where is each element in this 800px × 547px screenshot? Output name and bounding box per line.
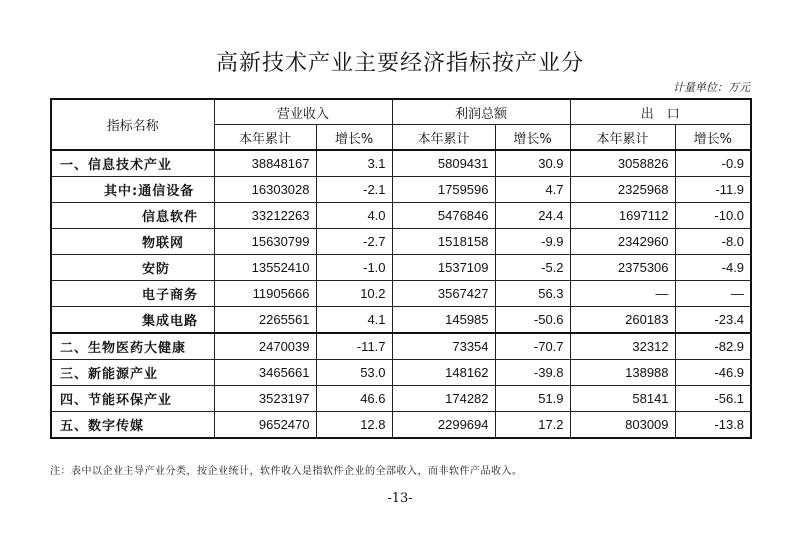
table-row (51, 307, 751, 334)
table-cell: -11.9 (675, 177, 751, 203)
table-cell: -56.1 (675, 386, 751, 412)
header-profit-ytd: 本年累计 (392, 125, 495, 151)
table-cell: 1697112 (570, 203, 675, 229)
table-cell: 2299694 (392, 412, 495, 439)
table-cell: 3523197 (214, 386, 316, 412)
row-label: 其中:通信设备 (51, 177, 214, 203)
table-cell: -70.7 (495, 333, 570, 360)
header-revenue: 营业收入 (214, 99, 392, 125)
table-cell: 174282 (392, 386, 495, 412)
table-cell: — (570, 281, 675, 307)
table-cell: -39.8 (495, 360, 570, 386)
table-cell: 46.6 (316, 386, 392, 412)
table-cell: -10.0 (675, 203, 751, 229)
table-cell: 30.9 (495, 150, 570, 177)
table-cell: 3567427 (392, 281, 495, 307)
table-cell: 3058826 (570, 150, 675, 177)
table-row (51, 177, 751, 203)
table-cell: 32312 (570, 333, 675, 360)
header-profit: 利润总额 (392, 99, 570, 125)
header-revenue-ytd: 本年累计 (214, 125, 316, 151)
table-row (51, 229, 751, 255)
table-cell: — (675, 281, 751, 307)
table-cell: -2.1 (316, 177, 392, 203)
table-cell: 138988 (570, 360, 675, 386)
table-cell: -5.2 (495, 255, 570, 281)
table-cell: -9.9 (495, 229, 570, 255)
table-cell: 16303028 (214, 177, 316, 203)
table-cell: 3.1 (316, 150, 392, 177)
table-cell: -1.0 (316, 255, 392, 281)
table-row (51, 360, 751, 386)
page-title: 高新技术产业主要经济指标按产业分 (215, 51, 584, 76)
unit-label: 计量单位：万元 (673, 81, 750, 94)
table-cell: -46.9 (675, 360, 751, 386)
table-cell: 10.2 (316, 281, 392, 307)
header-indicator-name: 指标名称 (51, 99, 214, 150)
table-cell: 3465661 (214, 360, 316, 386)
header-export-ytd: 本年累计 (570, 125, 675, 151)
row-label: 一、信息技术产业 (51, 150, 214, 177)
table-cell: 148162 (392, 360, 495, 386)
table-row (51, 255, 751, 281)
table-row (51, 150, 751, 177)
table-cell: -23.4 (675, 307, 751, 334)
table-cell: 38848167 (214, 150, 316, 177)
row-label: 信息软件 (51, 203, 214, 229)
table-cell: 260183 (570, 307, 675, 334)
row-label: 安防 (51, 255, 214, 281)
table-cell: -82.9 (675, 333, 751, 360)
header-export-growth: 增长% (675, 125, 751, 151)
table-row (51, 412, 751, 439)
header-export: 出 口 (570, 99, 751, 125)
table-cell: 58141 (570, 386, 675, 412)
table-cell: -2.7 (316, 229, 392, 255)
indicators-table (50, 98, 752, 439)
row-label: 电子商务 (51, 281, 214, 307)
table-cell: 15630799 (214, 229, 316, 255)
table-cell: 1518158 (392, 229, 495, 255)
table-row (51, 203, 751, 229)
table-cell: 1759596 (392, 177, 495, 203)
table-cell: 17.2 (495, 412, 570, 439)
footnote: 注：表中以企业主导产业分类，按企业统计，软件收入是指软件企业的全部收入，而非软件产品收入。 (50, 466, 523, 477)
table-cell: -4.9 (675, 255, 751, 281)
table-cell: 1537109 (392, 255, 495, 281)
row-label: 三、新能源产业 (51, 360, 214, 386)
table-cell: 145985 (392, 307, 495, 334)
table-cell: 73354 (392, 333, 495, 360)
table-cell: 2470039 (214, 333, 316, 360)
table-cell: 24.4 (495, 203, 570, 229)
table-cell: 53.0 (316, 360, 392, 386)
row-label: 五、数字传媒 (51, 412, 214, 439)
table-cell: -8.0 (675, 229, 751, 255)
table-cell: -13.8 (675, 412, 751, 439)
header-profit-growth: 增长% (495, 125, 570, 151)
table-row (51, 386, 751, 412)
table-cell: 9652470 (214, 412, 316, 439)
table-cell: 2265561 (214, 307, 316, 334)
table-body (51, 150, 751, 438)
table-cell: 803009 (570, 412, 675, 439)
table-row (51, 281, 751, 307)
row-label: 集成电路 (51, 307, 214, 334)
table-cell: -0.9 (675, 150, 751, 177)
table-cell: 51.9 (495, 386, 570, 412)
table-cell: 13552410 (214, 255, 316, 281)
table-cell: 2375306 (570, 255, 675, 281)
row-label: 四、节能环保产业 (51, 386, 214, 412)
table-cell: 5809431 (392, 150, 495, 177)
header-revenue-growth: 增长% (316, 125, 392, 151)
table-cell: 4.0 (316, 203, 392, 229)
table-cell: 12.8 (316, 412, 392, 439)
table-cell: 2342960 (570, 229, 675, 255)
page-number: -13- (387, 491, 413, 506)
table-cell: 11905666 (214, 281, 316, 307)
row-label: 二、生物医药大健康 (51, 333, 214, 360)
table-cell: -11.7 (316, 333, 392, 360)
table-row (51, 333, 751, 360)
table-cell: 2325968 (570, 177, 675, 203)
table-cell: 5476846 (392, 203, 495, 229)
row-label: 物联网 (51, 229, 214, 255)
table-cell: 4.7 (495, 177, 570, 203)
table-cell: -50.6 (495, 307, 570, 334)
table-cell: 33212263 (214, 203, 316, 229)
table-cell: 56.3 (495, 281, 570, 307)
table-cell: 4.1 (316, 307, 392, 334)
